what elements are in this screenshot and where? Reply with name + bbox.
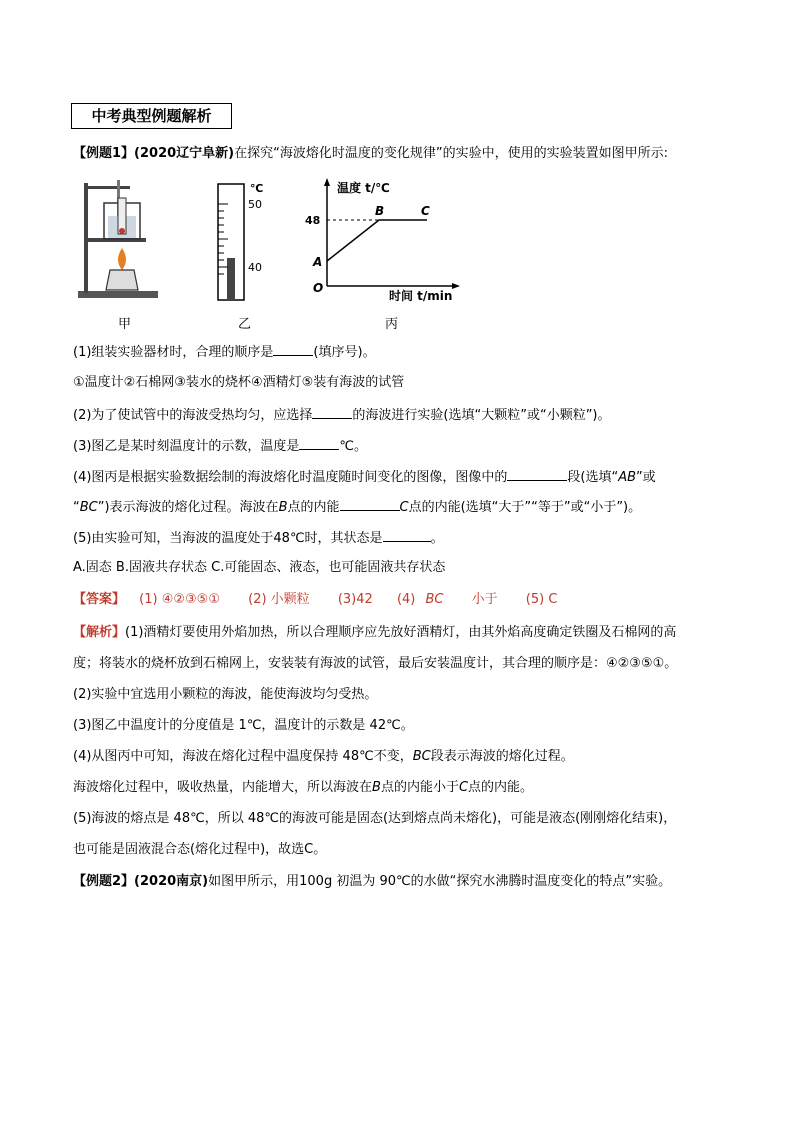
point-b: B xyxy=(278,500,288,515)
answer-tag: 【答案】 xyxy=(73,592,126,607)
answer-blank-4a xyxy=(507,467,567,481)
answer-4b: 小于 xyxy=(471,592,498,607)
graph-x-label: 时间 t/min xyxy=(389,289,453,303)
example-2-tag: 【例题2】 xyxy=(73,874,135,889)
question-4-line-2 xyxy=(73,497,641,517)
explanation-4b-text-1: 海波熔化过程中，吸收热量，内能增大，所以海波在 xyxy=(73,780,373,795)
answer-blank-3 xyxy=(299,436,339,450)
figure-jia-apparatus xyxy=(76,178,166,303)
clamp-arm xyxy=(84,186,130,189)
question-5-tail: 。 xyxy=(430,531,444,546)
question-4-text: (4)图丙是根据实验数据绘制的海波熔化时温度随时间变化的图像，图像中的 xyxy=(73,470,508,485)
question-1-text: (1)组装实验器材时，合理的顺序是 xyxy=(73,345,274,360)
question-1-tail: (填序号)。 xyxy=(313,345,376,360)
question-3-text: (3)图乙是某时刻温度计的示数，温度是 xyxy=(73,439,300,454)
explanation-5b: 也可能是固液混合态(熔化过程中)，故选C。 xyxy=(73,842,327,857)
answer-2: (2) 小颗粒 xyxy=(248,592,310,607)
quote-open: “ xyxy=(73,500,80,515)
question-3-tail: ℃。 xyxy=(339,439,368,454)
graph-x-arrow xyxy=(452,283,460,289)
answer-1: (1) ④②③⑤① xyxy=(139,592,220,607)
graph-origin: O xyxy=(313,281,324,295)
question-2-tail: 的海波进行实验(选填“大颗粒”或“小颗粒”)。 xyxy=(352,408,611,423)
question-4-text-4: 点的内能(选填“大于”“等于”或“小于”)。 xyxy=(408,500,642,515)
section-title: 中考典型例题解析 xyxy=(71,103,232,129)
caption-jia: 甲 xyxy=(118,317,132,332)
segment-bc: BC xyxy=(79,500,98,515)
question-4-text-3: 点的内能 xyxy=(287,500,340,515)
answer-blank-5 xyxy=(383,528,431,542)
caption-bing: 丙 xyxy=(385,317,399,332)
question-4-end: ”或 xyxy=(636,470,656,485)
figure-bing-graph xyxy=(305,176,465,306)
explanation-4a-bc: BC xyxy=(412,749,431,764)
point-c: C xyxy=(399,500,409,515)
example-2-source: (2020南京) xyxy=(134,874,209,889)
thermometer-label-50: 50 xyxy=(248,198,262,211)
question-4-tail: 段(选填“ xyxy=(567,470,619,485)
explanation-1a xyxy=(73,624,676,642)
explanation-4b-point-c: C xyxy=(458,780,469,795)
graph-curve xyxy=(327,220,427,261)
explanation-1b: 度；将装水的烧杯放到石棉网上，安装装有海波的试管，最后安装温度计，其合理的顺序是：④②③⑤①。 xyxy=(73,656,678,671)
graph-y-arrow xyxy=(324,178,330,186)
question-3 xyxy=(73,436,367,456)
explanation-4a-tail: 段表示海波的熔化过程。 xyxy=(430,749,574,764)
segment-ab: AB xyxy=(618,470,637,485)
question-4-line-1 xyxy=(73,467,656,487)
explanation-4a-text: (4)从图丙中可知，海波在熔化过程中温度保持 48℃不变， xyxy=(73,749,413,764)
figure-yi-thermometer xyxy=(206,180,276,305)
question-2-text: (2)为了使试管中的海波受热均匀，应选择 xyxy=(73,408,313,423)
answer-5: (5) C xyxy=(525,592,558,607)
flame xyxy=(118,248,126,270)
explanation-4b-point-b: B xyxy=(372,780,381,795)
explanation-4a xyxy=(73,748,574,766)
answer-4: (4) xyxy=(396,592,416,607)
question-2 xyxy=(73,405,611,425)
example-2-stem-text: 如图甲所示，用100g 初温为 90℃的水做“探究水沸腾时温度变化的特点”实验。 xyxy=(208,874,672,889)
question-1-options: ①温度计②石棉网③装水的烧杯④酒精灯⑤装有海波的试管 xyxy=(73,375,405,390)
explanation-1a-text: (1)酒精灯要使用外焰加热，所以合理顺序应先放好酒精灯，由其外焰高度确定铁圈及石棉网的高 xyxy=(125,625,677,640)
explanation-4b-text-2: 点的内能小于 xyxy=(380,780,459,795)
test-tube-bulb xyxy=(119,228,125,234)
answer-line xyxy=(73,591,557,609)
example-1-tag: 【例题1】 xyxy=(73,146,135,161)
graph-point-a: A xyxy=(313,255,323,269)
answer-blank-4b xyxy=(340,497,400,511)
graph-point-c: C xyxy=(421,204,430,218)
answer-blank-2 xyxy=(312,405,352,419)
question-5 xyxy=(73,528,444,548)
explanation-5a: (5)海波的熔点是 48℃，所以 48℃的海波可能是固态(达到熔点尚未熔化)，可能是液态(刚刚熔化结束)， xyxy=(73,811,677,826)
liquid-column xyxy=(227,258,235,300)
answer-blank-1 xyxy=(273,342,313,356)
question-5-options: A.固态 B.固液共存状态 C.可能固态、液态，也可能固液共存状态 xyxy=(73,560,446,575)
question-4-text-2: ”)表示海波的熔化过程。海波在 xyxy=(97,500,279,515)
caption-yi: 乙 xyxy=(238,317,252,332)
explanation-2: (2)实验中宜选用小颗粒的海波，能使海波均匀受热。 xyxy=(73,687,378,702)
thermometer-label-40: 40 xyxy=(248,261,262,274)
explanation-4b xyxy=(73,779,533,797)
example-1-stem xyxy=(73,145,668,163)
graph-label-48: 48 xyxy=(305,214,321,227)
graph-y-label: 温度 t/℃ xyxy=(337,181,390,195)
explanation-tag: 【解析】 xyxy=(73,625,126,640)
answer-3: (3)42 xyxy=(337,592,373,607)
alcohol-lamp xyxy=(106,270,138,290)
thermometer-unit: ℃ xyxy=(250,182,264,195)
question-5-text: (5)由实验可知，当海波的温度处于48℃时，其状态是 xyxy=(73,531,383,546)
explanation-4b-text-3: 点的内能。 xyxy=(468,780,534,795)
question-1 xyxy=(73,342,376,362)
explanation-3: (3)图乙中温度计的分度值是 1℃，温度计的示数是 42℃。 xyxy=(73,718,414,733)
stand-base xyxy=(78,291,158,298)
example-2-stem xyxy=(73,873,671,891)
example-1-source: (2020辽宁阜新) xyxy=(134,146,235,161)
answer-4-bc: BC xyxy=(425,592,444,607)
example-1-stem-text: 在探究“海波熔化时温度的变化规律”的实验中，使用的实验装置如图甲所示: xyxy=(234,146,668,161)
graph-point-b: B xyxy=(375,204,385,218)
